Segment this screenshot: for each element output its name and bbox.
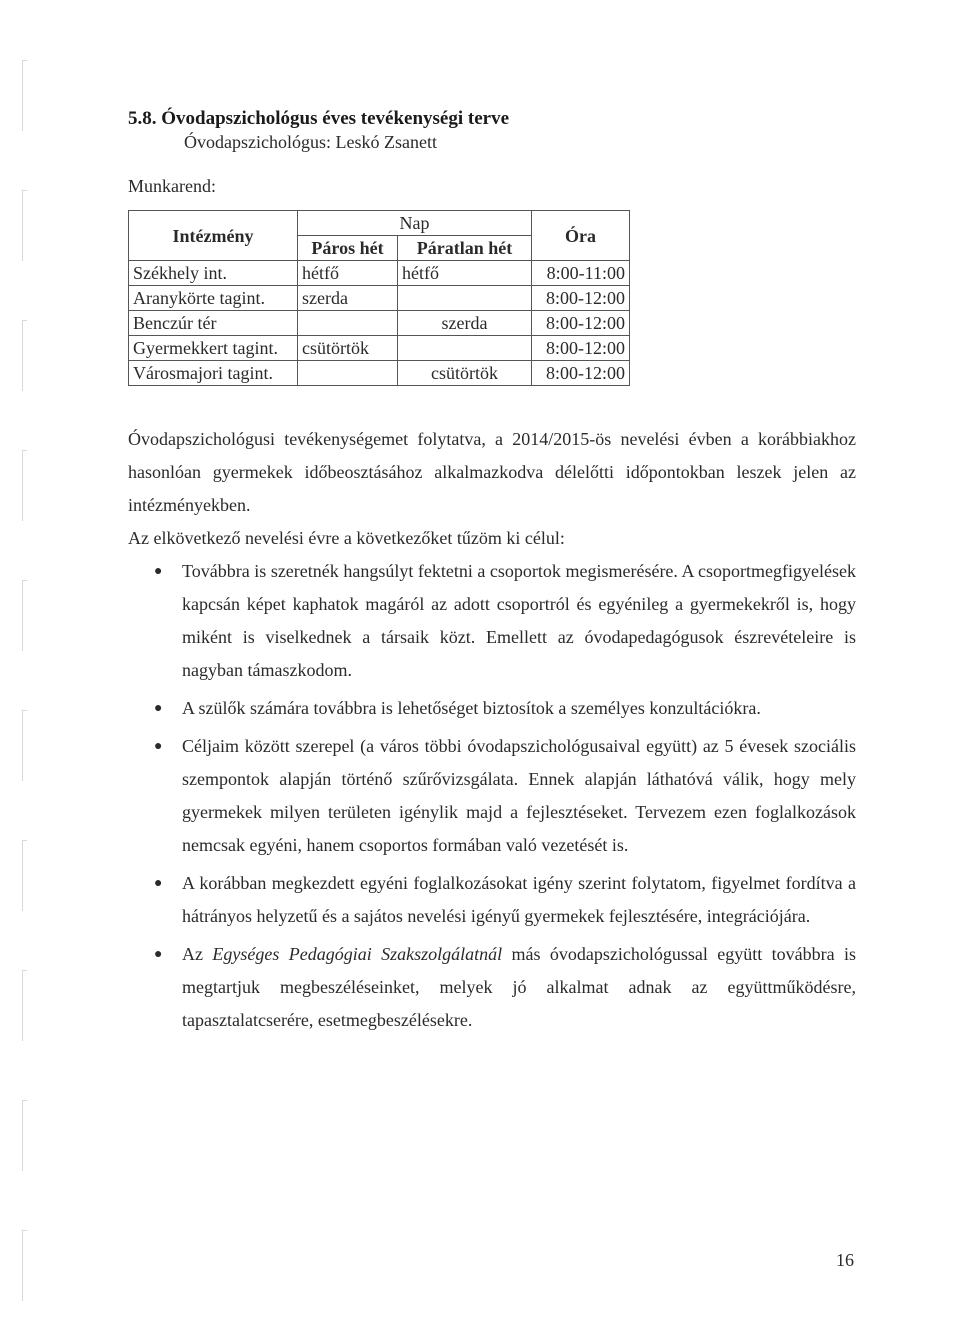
cell-institution: Székhely int. — [129, 261, 298, 286]
table-row — [129, 311, 630, 336]
list-item — [128, 692, 856, 725]
bullet-icon: ● — [154, 739, 163, 754]
list-item — [128, 555, 856, 687]
page-number: 16 — [836, 1250, 854, 1270]
margin-mark — [22, 450, 27, 521]
goal-text-before: Az — [182, 944, 213, 964]
cell-odd-week: szerda — [398, 311, 532, 336]
bullet-icon: ● — [154, 876, 163, 891]
cell-hours: 8:00-12:00 — [532, 311, 630, 336]
schedule-label: Munkarend: — [128, 176, 216, 196]
cell-odd-week: csütörtök — [398, 361, 532, 386]
cell-odd-week — [398, 286, 532, 311]
goal-text: A szülők számára továbbra is lehetőséget biztosítok a személyes konzultációkra. — [182, 698, 761, 718]
cell-institution: Városmajori tagint. — [129, 361, 298, 386]
cell-even-week: csütörtök — [298, 336, 398, 361]
list-item — [128, 730, 856, 862]
margin-mark — [22, 840, 27, 911]
cell-even-week — [298, 311, 398, 336]
margin-mark — [22, 1230, 27, 1301]
list-item — [128, 938, 856, 1037]
cell-institution: Benczúr tér — [129, 311, 298, 336]
intro-paragraph: Óvodapszichológusi tevékenységemet folytatva, a 2014/2015-ös nevelési évben a korábbiakhoz hasonlóan gyermekek időbeosztásához alkalmazkodva délelőtti időpontokban leszek jelen az intézményekben. — [128, 429, 856, 515]
header-odd-week: Páratlan hét — [398, 236, 532, 261]
table-row — [129, 261, 630, 286]
margin-mark — [22, 1100, 27, 1171]
cell-institution: Aranykörte tagint. — [129, 286, 298, 311]
bullet-icon: ● — [154, 701, 163, 716]
margin-mark — [22, 580, 27, 651]
cell-even-week: szerda — [298, 286, 398, 311]
goals-intro: Az elkövetkező nevelési évre a következőket tűzöm ki célul: — [128, 528, 565, 548]
margin-mark — [22, 970, 27, 1041]
bullet-icon: ● — [154, 564, 163, 579]
goals-list — [128, 555, 856, 1042]
section-heading: 5.8. Óvodapszichológus éves tevékenységi terve — [128, 108, 510, 129]
cell-even-week: hétfő — [298, 261, 398, 286]
list-item — [128, 867, 856, 933]
header-institution: Intézmény — [129, 211, 298, 261]
margin-mark — [22, 190, 27, 261]
goal-text: Továbbra is szeretnék hangsúlyt fektetni a csoportok megismerésére. A csoportmegfigyelések kapcsán képet kaphatok magáról az adott csoportról és egyénileg a gyermekekről is, hogy miként is viselkednek a társaik közt. Emellett az óvodapedagógusok észrevételeire is nagyban támaszkodom. — [182, 561, 856, 680]
cell-hours: 8:00-12:00 — [532, 336, 630, 361]
cell-odd-week: hétfő — [398, 261, 532, 286]
cell-hours: 8:00-12:00 — [532, 361, 630, 386]
bullet-icon: ● — [154, 947, 163, 962]
cell-hours: 8:00-11:00 — [532, 261, 630, 286]
cell-odd-week — [398, 336, 532, 361]
header-hours: Óra — [532, 211, 630, 261]
cell-even-week — [298, 361, 398, 386]
cell-institution: Gyermekkert tagint. — [129, 336, 298, 361]
margin-mark — [22, 320, 27, 391]
header-even-week: Páros hét — [298, 236, 398, 261]
header-day: Nap — [298, 211, 532, 236]
goal-text: Céljaim között szerepel (a város többi óvodapszichológusaival együtt) az 5 évesek szociális szempontok alapján történő szűrővizsgálata. Ennek alapján láthatóvá válik, hogy mely gyermekek milyen területen igénylik majd a fejlesztéseket. Tervezem ezen foglalkozások nemcsak egyéni, hanem csoportos formában való vezetését is. — [182, 736, 856, 855]
margin-mark — [22, 60, 27, 131]
schedule-table — [128, 210, 630, 386]
section-subheading: Óvodapszichológus: Leskó Zsanett — [184, 132, 437, 152]
margin-mark — [22, 710, 27, 781]
table-header-row — [129, 211, 630, 236]
binding-margin-marks — [22, 0, 28, 1344]
table-row — [129, 361, 630, 386]
cell-hours: 8:00-12:00 — [532, 286, 630, 311]
goal-text-italic: Egységes Pedagógiai Szakszolgálatnál — [212, 944, 503, 964]
goal-text-after: más óvodapszichológussal együtt továbbra is megtartjuk megbeszéléseinket, melyek jó alkalmat adnak az együttműködésre, tapasztalatcserére, esetmegbeszélésekre. — [182, 944, 856, 1030]
table-row — [129, 286, 630, 311]
table-row — [129, 336, 630, 361]
goal-text: A korábban megkezdett egyéni foglalkozásokat igény szerint folytatom, figyelmet fordítva a hátrányos helyzetű és a sajátos nevelési igényű gyermekek fejlesztésére, integrációjára. — [182, 873, 856, 926]
